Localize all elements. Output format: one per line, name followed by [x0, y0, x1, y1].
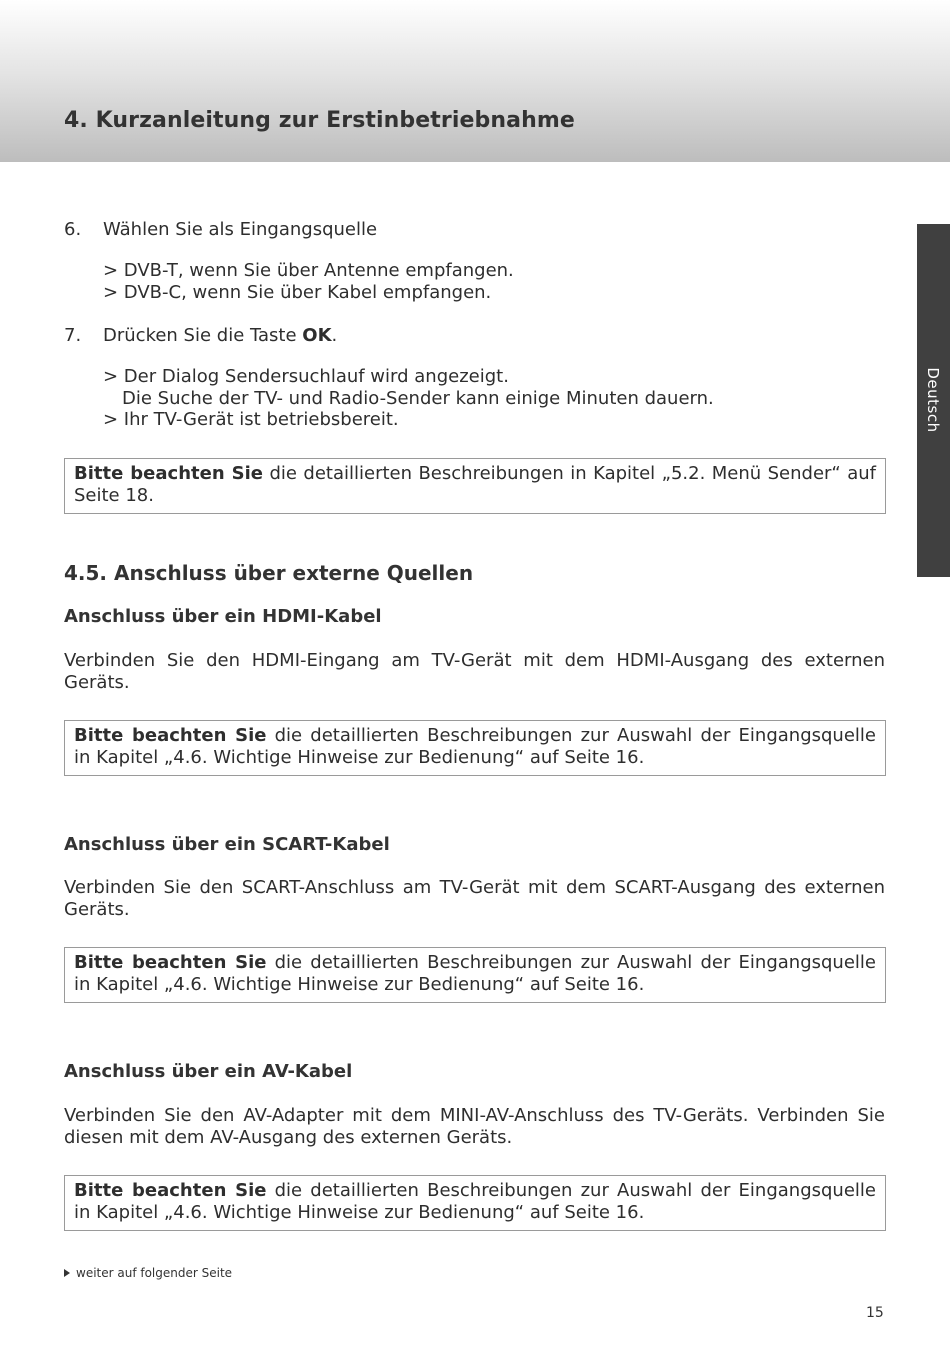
step-7-number: 7.	[64, 325, 82, 346]
scart-text: Verbinden Sie den SCART-Anschluss am TV-Gerät mit dem SCART-Ausgang des externen Geräts.	[64, 877, 885, 920]
step-7-text-after: .	[331, 325, 338, 346]
scart-note-box	[64, 947, 886, 1003]
av-heading: Anschluss über ein AV-Kabel	[64, 1061, 353, 1082]
step-6-bullet-1: > DVB-T, wenn Sie über Antenne empfangen.	[103, 260, 514, 281]
note-text: die detaillierten Beschreibungen zur Auswahl der Eingangsquelle in Kapitel „4.6. Wichtige Hinweise zur Bedienung“ auf Seite 16.	[74, 1180, 876, 1223]
hdmi-heading: Anschluss über ein HDMI-Kabel	[64, 606, 382, 627]
step-7-text	[103, 325, 337, 347]
hdmi-text: Verbinden Sie den HDMI-Eingang am TV-Gerät mit dem HDMI-Ausgang des externen Geräts.	[64, 650, 885, 693]
section-heading: 4.5. Anschluss über externe Quellen	[64, 561, 474, 585]
step-7-bullet-2: > Ihr TV-Gerät ist betriebsbereit.	[103, 409, 399, 430]
av-note-box	[64, 1175, 886, 1231]
hdmi-note-box	[64, 720, 886, 776]
note-bold: Bitte beachten Sie	[74, 952, 267, 973]
note-text: die detaillierten Beschreibungen zur Auswahl der Eingangsquelle in Kapitel „4.6. Wichtige Hinweise zur Bedienung“ auf Seite 16.	[74, 725, 876, 768]
continue-text: weiter auf folgender Seite	[76, 1266, 233, 1280]
language-tab-label: Deutsch	[924, 367, 942, 433]
note-text: die detaillierten Beschreibungen in Kapitel „5.2. Menü Sender“ auf Seite 18.	[74, 463, 876, 506]
scart-heading: Anschluss über ein SCART-Kabel	[64, 834, 390, 855]
av-text: Verbinden Sie den AV-Adapter mit dem MINI-AV-Anschluss des TV-Geräts. Verbinden Sie diesen mit dem AV-Ausgang des externen Geräts.	[64, 1105, 885, 1148]
step-7-bullet-1: > Der Dialog Sendersuchlauf wird angezeigt.	[103, 366, 509, 387]
step-7-text-before: Drücken Sie die Taste	[103, 325, 303, 346]
step-6-bullet-2: > DVB-C, wenn Sie über Kabel empfangen.	[103, 282, 492, 303]
page-header	[0, 0, 950, 162]
step-6-text: Wählen Sie als Eingangsquelle	[103, 219, 378, 240]
continue-note	[64, 1266, 232, 1280]
step-6-number: 6.	[64, 219, 82, 240]
note-box	[64, 458, 886, 514]
ok-key: OK	[302, 325, 332, 346]
note-bold: Bitte beachten Sie	[74, 1180, 267, 1201]
step-7-bullet-1-continued: Die Suche der TV- und Radio-Sender kann einige Minuten dauern.	[122, 388, 714, 409]
triangle-right-icon	[64, 1269, 70, 1277]
note-text: die detaillierten Beschreibungen zur Auswahl der Eingangsquelle in Kapitel „4.6. Wichtige Hinweise zur Bedienung“ auf Seite 16.	[74, 952, 876, 995]
page-number: 15	[866, 1305, 884, 1321]
note-bold: Bitte beachten Sie	[74, 725, 267, 746]
note-bold: Bitte beachten Sie	[74, 463, 263, 484]
page-title: 4. Kurzanleitung zur Erstinbetriebnahme	[64, 108, 575, 133]
